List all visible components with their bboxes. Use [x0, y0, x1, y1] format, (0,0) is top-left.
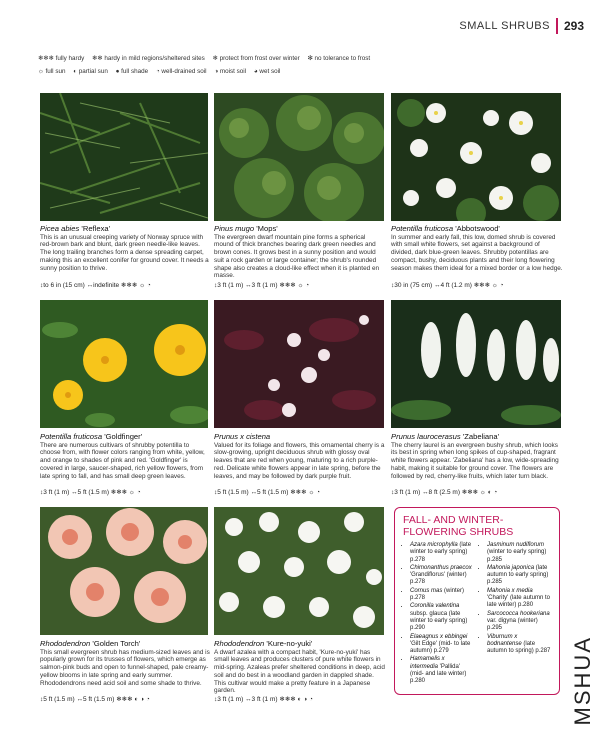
plant-description: There are numerous cultivars of shrubby potentilla to choose from, with flower colors ranging from white, yellow, and orange to shades of pink and red. 'Goldfinger' is covered in large, saucer-shaped, rich yellow flowers, from late spring to fall, and has small deep green leaves.: [40, 441, 205, 480]
plant-name: Pinus mugo 'Mops': [214, 224, 278, 233]
plant-description: Valued for its foliage and flowers, this ornamental cherry is a slow-growing, upright deciduous shrub with glossy oval leaves that are red when young, maturing to a rich purple-red. Delicate white flowers appear in late spring, before the leaves, and may be followed by dark purple fruit.: [214, 441, 385, 480]
plant-name: Prunus laurocerasus 'Zabeliana': [391, 432, 500, 441]
shrub-list-item: • Cornus mas (winter) p.278: [410, 588, 474, 603]
legend-fully-hardy: ❄❄❄ fully hardy: [38, 55, 85, 62]
plant-name: Prunus x cistena: [214, 432, 271, 441]
caption-prunus-cistena: [214, 433, 386, 480]
legend-full-sun: ☼ full sun: [38, 68, 66, 75]
photo-picea-abies: [40, 93, 208, 221]
legend-no-frost: ✻ no tolerance to frost: [307, 55, 371, 62]
page-header: [459, 18, 584, 34]
shrub-list-item: • Mahonia x media 'Charity' (late autumn to late winter) p.280: [487, 588, 551, 610]
shrub-list-item: • Chimonanthus praecox 'Grandiflorus' (winter) p.278: [410, 565, 474, 587]
photo-potentilla-abbotswood: [391, 93, 561, 221]
plant-description: This is an unusual creeping variety of Norway spruce with red-brown bark and blunt, dark green needle-like leaves. The long trailing branches form a dense spreading carpet, making this an excellent conifer for ground cover. It needs a sunny position to thrive.: [40, 233, 209, 272]
caption-potentilla-abbotswood: [391, 225, 563, 272]
legend-partial-sun: ◐ partial sun: [73, 68, 108, 75]
box-title: FALL- AND WINTER-FLOWERING SHRUBS: [403, 514, 514, 538]
plant-name: Rhododendron 'Golden Torch': [40, 639, 141, 648]
shrub-list-item: • Jasminum nudiflorum (winter to early spring) p.285: [487, 542, 551, 564]
box-list-left: [403, 542, 474, 687]
shrub-list-item: • Azara microphylla (late winter to early spring) p.278: [410, 542, 474, 564]
plant-description: This small evergreen shrub has medium-sized leaves and is popularly grown for its trusses of flowers, which emerge as salmon-pink buds and open to funnel-shaped, pale creamy-yellow blooms in late spring and early summer. Rhododendrons need acid soil and some shade to thrive.: [40, 648, 210, 687]
plant-specs: ↕3 ft (1 m) ↔3 ft (1 m) ❄❄❄ ◐ ◑ ◔: [214, 696, 313, 703]
caption-potentilla-goldfinger: [40, 433, 210, 480]
plant-description: The cherry laurel is an evergreen bushy shrub, which looks its best in spring when long spikes of cup-shaped, fragrant white flowers appear. 'Zabeliana' has a low, wide-spreading habit, making it suitable for ground cover. The flowers are followed by red, cherry-like fruits, which later turn black.: [391, 441, 559, 480]
shrub-list-item: • Mahonia japonica (late autumn to early spring) p.285: [487, 565, 551, 587]
plant-name: Picea abies 'Reflexa': [40, 224, 111, 233]
watermark-text: MSHUA: [570, 635, 595, 725]
plant-specs: ↕3 ft (1 m) ↔5 ft (1.5 m) ❄❄❄ ☼ ◔: [40, 489, 141, 496]
caption-rhododendron-golden-torch: [40, 640, 210, 687]
plant-specs: ↕3 ft (1 m) ↔8 ft (2.5 m) ❄❄❄ ☼ ◐ ◔: [391, 489, 498, 496]
photo-rhododendron-golden-torch: [40, 507, 208, 635]
symbol-legend: [38, 52, 578, 78]
legend-full-shade: ● full shade: [115, 68, 149, 75]
plant-description: A dwarf azalea with a compact habit, 'Kure-no-yuki' has small leaves and produces clusters of pure white flowers in mid-spring. Azaleas prefer sheltered conditions in deep, acid soil and do best in a woodland garden in dappled shade. This cultivar would make a pretty feature in a Japanese garden.: [214, 648, 385, 695]
legend-line-conditions: [38, 65, 578, 78]
shrub-list-item: • Elaeagnus x ebbingei 'Gilt Edge' (mid- to late autumn) p.279: [410, 634, 474, 656]
caption-pinus-mugo: [214, 225, 386, 280]
plant-description: The evergreen dwarf mountain pine forms a spherical mound of thick branches bearing dark green needles and brown cones. It grows best in a sunny position and would suit a rock garden or large container; the shrub's rounded shape also creates a cloud-like effect when it is planted en masse.: [214, 233, 380, 280]
legend-moist-soil: ◑ moist soil: [214, 68, 247, 75]
box-columns: [403, 542, 551, 687]
legend-hardy-mild: ❄❄ hardy in mild regions/sheltered sites: [92, 55, 205, 62]
caption-rhododendron-kure-no-yuki: [214, 640, 386, 695]
photo-prunus-cistena: [214, 300, 384, 428]
photo-prunus-laurocerasus: [391, 300, 561, 428]
legend-well-drained: ◔ well-drained soil: [155, 68, 207, 75]
photo-rhododendron-kure-no-yuki: [214, 507, 384, 635]
plant-specs: ↕3 ft (1 m) ↔3 ft (1 m) ❄❄❄ ☼ ◔: [214, 282, 310, 289]
box-list-right: [480, 542, 551, 687]
fall-winter-shrubs-box: [394, 507, 560, 695]
plant-name: Potentilla fruticosa 'Abbotswood': [391, 224, 500, 233]
caption-prunus-laurocerasus: [391, 433, 563, 480]
plant-specs: ↕5 ft (1.5 m) ↔5 ft (1.5 m) ❄❄❄ ☼ ◔: [214, 489, 321, 496]
plant-name: Potentilla fruticosa 'Goldfinger': [40, 432, 143, 441]
plant-description: In summer and early fall, this low, domed shrub is covered with small white flowers, set against a background of divided, dark blue-green leaves. Shrubby potentillas are compact, bushy, deciduous plants and their long flowering season makes them ideal for a mixed border or a low hedge.: [391, 233, 563, 272]
shrub-list-item: • Coronilla valentina subsp. glauca (late winter to early spring) p.290: [410, 603, 474, 632]
photo-pinus-mugo: [214, 93, 384, 221]
section-title: SMALL SHRUBS: [459, 20, 550, 32]
shrub-list-item: • Viburnum x bodnantense (late autumn to spring) p.287: [487, 634, 551, 656]
caption-picea-abies: [40, 225, 210, 272]
plant-specs: ↕5 ft (1.5 m) ↔5 ft (1.5 m) ❄❄❄ ◐ ◑ ◔: [40, 696, 150, 703]
page-number: 293: [563, 19, 584, 33]
legend-line-hardiness: [38, 52, 578, 65]
plant-name: Rhododendron 'Kure-no-yuki': [214, 639, 313, 648]
plant-specs: ↕to 6 in (15 cm) ↔indefinite ❄❄❄ ☼ ◔: [40, 282, 151, 289]
legend-wet-soil: ◕ wet soil: [253, 68, 281, 75]
photo-potentilla-goldfinger: [40, 300, 208, 428]
header-divider: [556, 18, 558, 34]
shrub-list-item: • Hamamelis x intermedia 'Pallida' (mid- and late winter) p.280: [410, 656, 474, 685]
shrub-list-item: • Sarcococca hookeriana var. digyna (winter) p.295: [487, 611, 551, 633]
plant-specs: ↕30 in (75 cm) ↔4 ft (1.2 m) ❄❄❄ ☼ ◔: [391, 282, 504, 289]
legend-protect-frost: ❄ protect from frost over winter: [212, 55, 300, 62]
